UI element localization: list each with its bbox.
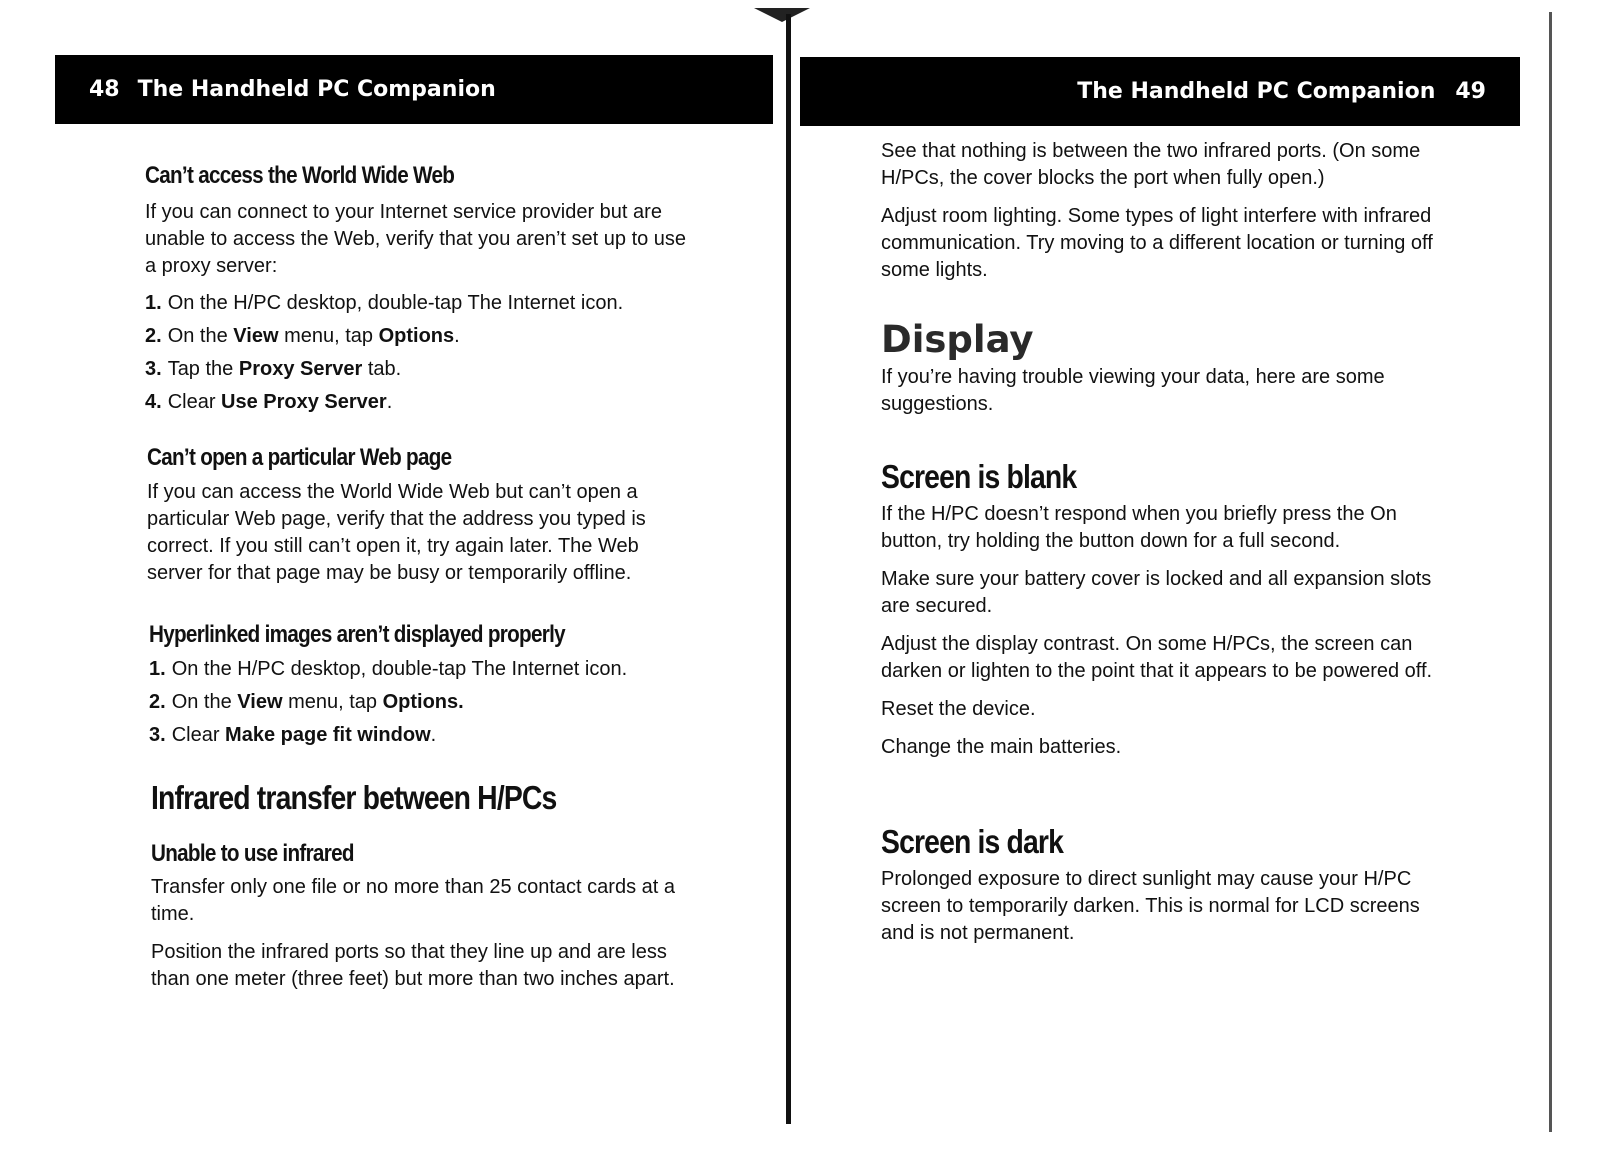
step-bold-text: Options xyxy=(378,324,455,347)
step-number: 4. xyxy=(145,390,162,413)
body-blank-p4: Reset the device. xyxy=(881,697,1036,720)
body-nothing-between-ports: See that nothing is between the two infrared ports. (On some H/PCs, the cover blocks the port when fully open.) xyxy=(881,140,1421,189)
right-header-title: The Handheld PC Companion xyxy=(1077,79,1436,104)
step-item xyxy=(145,356,705,383)
step-bold-text: Proxy Server xyxy=(238,357,363,380)
section-screen-blank xyxy=(881,457,1441,761)
body-display-intro: If you’re having trouble viewing your data, here are some suggestions. xyxy=(881,366,1385,416)
step-text: On the H/PC desktop, double-tap The Internet icon. xyxy=(167,291,624,314)
intro-cant-access-web: If you can connect to your Internet service provider but are unable to access the Web, verify that you aren’t set up to use a proxy server: xyxy=(145,200,687,277)
page-gutter-line xyxy=(786,14,791,1124)
step-text: menu, tap xyxy=(282,690,383,713)
step-number: 1. xyxy=(149,657,166,680)
step-text: On the xyxy=(167,324,234,347)
left-page xyxy=(0,0,790,1159)
step-item xyxy=(149,656,709,683)
step-text: On the xyxy=(171,690,238,713)
body-blank-p5: Change the main batteries. xyxy=(881,735,1122,758)
body-position-ports: Position the infrared ports so that they line up and are less than one meter (three feet) but more than two inches apart. xyxy=(151,941,675,991)
left-header-title: The Handheld PC Companion xyxy=(137,77,496,102)
step-number: 2. xyxy=(145,324,162,347)
step-text: Tap the xyxy=(167,357,239,380)
step-item xyxy=(145,389,705,416)
section-infrared-tips xyxy=(881,138,1441,284)
page-edge-line xyxy=(1549,12,1552,1132)
heading-unable-infrared: Unable to use infrared xyxy=(151,839,354,867)
steps-list-proxy xyxy=(145,290,705,416)
body-blank-p3: Adjust the display contrast. On some H/PCs, the screen can darken or lighten to the point that it appears to be powered off. xyxy=(881,632,1433,682)
step-bold-text: View xyxy=(233,324,279,347)
heading-hyperlinked-images: Hyperlinked images aren’t displayed properly xyxy=(149,621,565,648)
heading-screen-dark: Screen is dark xyxy=(881,823,1064,860)
step-item xyxy=(149,689,709,716)
step-number: 3. xyxy=(145,357,162,380)
step-text: . xyxy=(454,324,460,347)
step-text: Clear xyxy=(171,723,226,746)
step-item xyxy=(145,323,705,350)
heading-infrared-transfer: Infrared transfer between H/PCs xyxy=(151,779,557,816)
right-header-bar xyxy=(800,57,1520,126)
step-number: 1. xyxy=(145,291,162,314)
body-transfer-one-file: Transfer only one file or no more than 25 contact cards at a time. xyxy=(151,876,675,926)
body-blank-p2: Make sure your battery cover is locked and all expansion slots are secured. xyxy=(881,567,1432,617)
step-text: menu, tap xyxy=(278,324,379,347)
step-bold-text: View xyxy=(237,690,283,713)
step-text: tab. xyxy=(362,357,402,380)
section-hyperlinked-images xyxy=(149,621,709,749)
heading-screen-blank: Screen is blank xyxy=(881,458,1077,495)
step-item xyxy=(149,722,709,749)
section-infrared-transfer xyxy=(151,778,711,993)
left-page-number: 48 xyxy=(89,77,120,102)
step-text: . xyxy=(386,390,393,413)
step-item xyxy=(145,290,705,317)
step-number: 2. xyxy=(149,690,166,713)
section-screen-dark xyxy=(881,822,1441,947)
body-adjust-lighting: Adjust room lighting. Some types of light interfere with infrared communication. Try moving to a different location or turning off some lights. xyxy=(881,205,1433,281)
step-text: On the H/PC desktop, double-tap The Internet icon. xyxy=(171,657,628,680)
step-bold-text: Make page fit window xyxy=(225,723,431,746)
body-cant-open-page: If you can access the World Wide Web but can’t open a particular Web page, verify that the address you typed is correct. If you still can’t open it, try again later. The Web server for that page may be busy or temporarily offline. xyxy=(147,480,646,584)
right-page xyxy=(800,0,1600,1159)
right-page-number: 49 xyxy=(1455,79,1486,104)
body-screen-dark: Prolonged exposure to direct sunlight may cause your H/PC screen to temporarily darken. This is normal for LCD screens and is not permanent. xyxy=(881,867,1420,944)
step-text: . xyxy=(430,723,437,746)
body-blank-p1: If the H/PC doesn’t respond when you briefly press the On button, try holding the button down for a full second. xyxy=(881,502,1397,552)
section-cant-access-web xyxy=(145,162,705,416)
heading-cant-open-page: Can’t open a particular Web page xyxy=(147,444,452,471)
left-header-bar xyxy=(55,55,773,124)
section-display xyxy=(881,318,1441,418)
step-bold-text: Use Proxy Server xyxy=(221,390,387,413)
section-cant-open-page xyxy=(147,444,707,587)
heading-display: Display xyxy=(881,318,1034,361)
step-number: 3. xyxy=(149,723,166,746)
step-bold-text: Options. xyxy=(382,690,464,713)
step-text: Clear xyxy=(167,390,222,413)
steps-list-images xyxy=(149,656,709,749)
heading-cant-access-web: Can’t access the World Wide Web xyxy=(145,162,455,189)
